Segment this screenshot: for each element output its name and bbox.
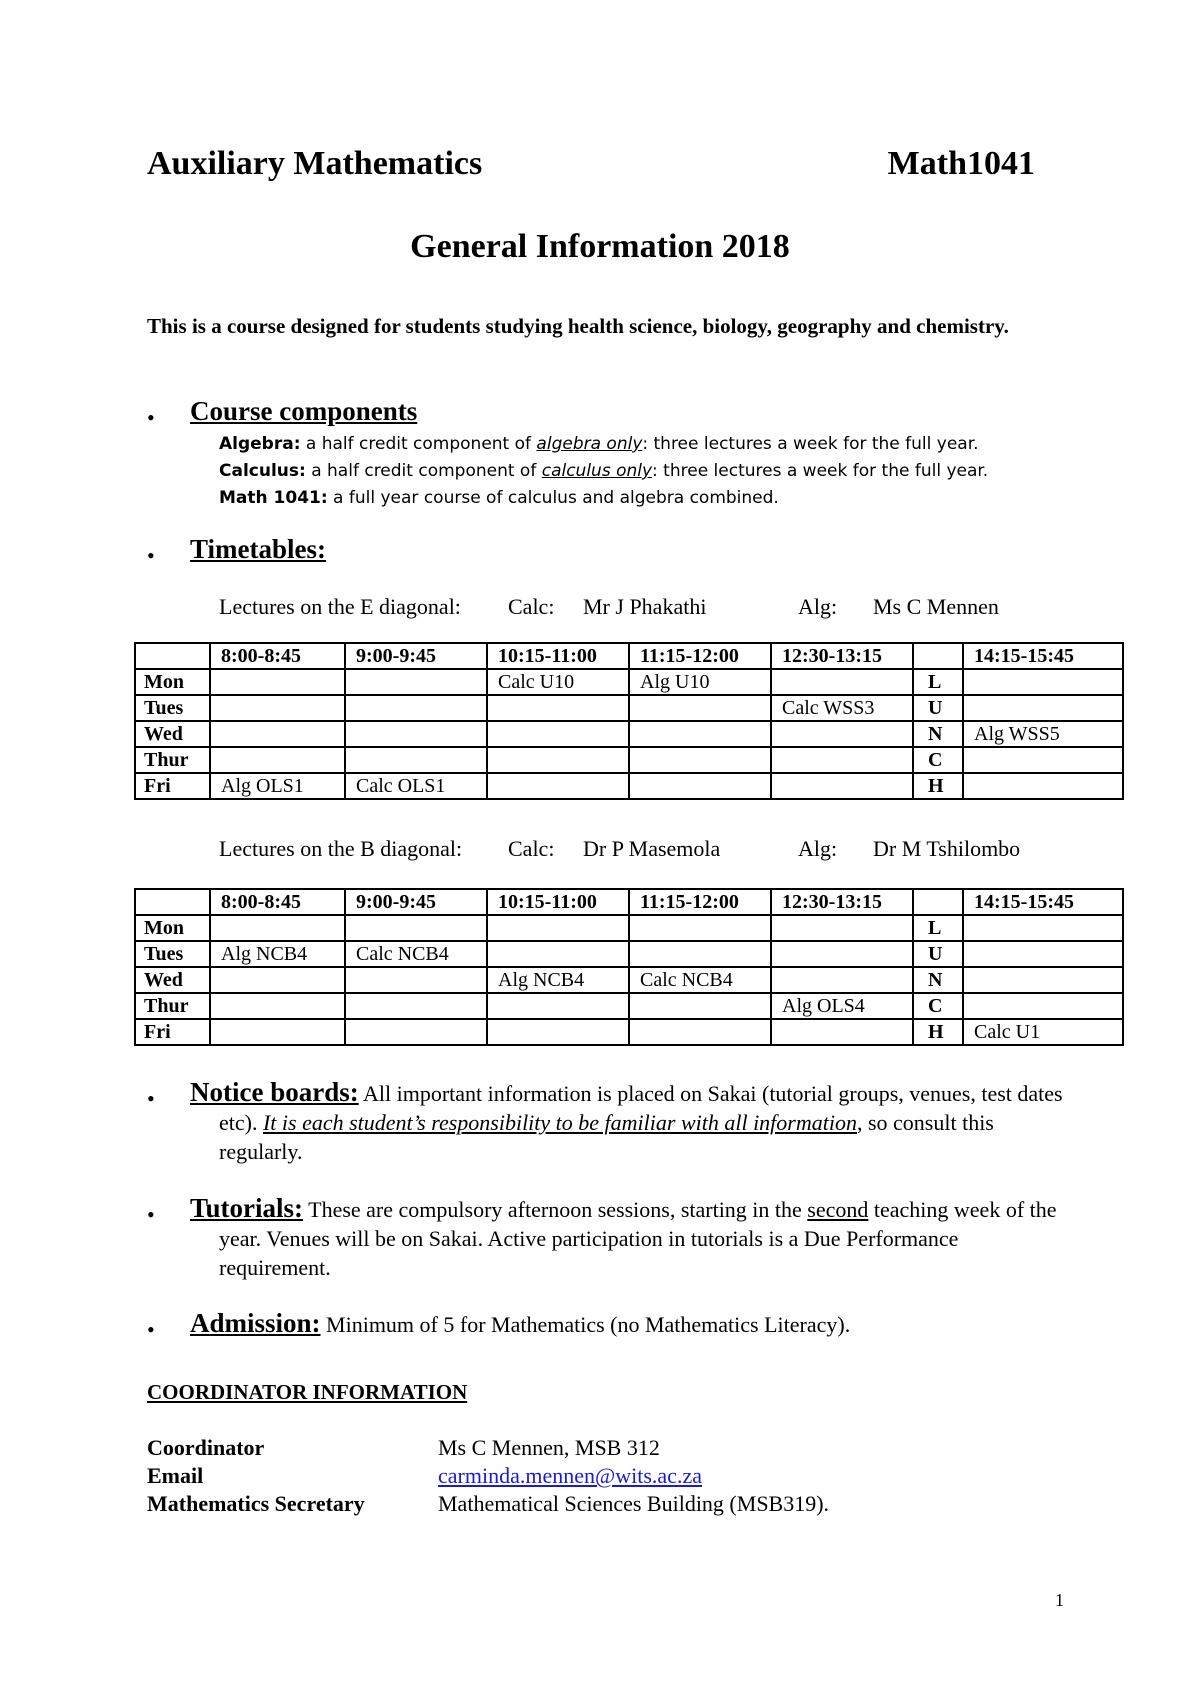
slot-cell: Alg U10 bbox=[629, 669, 771, 695]
table-row bbox=[135, 967, 1123, 993]
admission-paragraph: Admission: Minimum of 5 for Mathematics (no Mathematics Literacy). bbox=[190, 1308, 851, 1338]
page-number: 1 bbox=[1055, 1590, 1064, 1610]
e-diagonal-label: Lectures on the E diagonal: bbox=[219, 594, 461, 619]
slot-cell bbox=[771, 915, 913, 941]
coordinator-row bbox=[147, 1435, 1047, 1465]
b-calc-label: Calc: bbox=[508, 836, 555, 861]
slot-cell bbox=[963, 695, 1123, 721]
day-cell: Fri bbox=[135, 1019, 210, 1045]
slot-cell bbox=[771, 669, 913, 695]
slot-cell bbox=[210, 967, 345, 993]
slot-cell bbox=[210, 747, 345, 773]
component-label: Math 1041: bbox=[219, 488, 328, 508]
slot-cell bbox=[210, 721, 345, 747]
header-cell: 12:30-13:15 bbox=[771, 643, 913, 669]
slot-cell bbox=[629, 695, 771, 721]
slot-cell bbox=[345, 669, 487, 695]
course-code: Math1041 bbox=[887, 145, 1035, 182]
day-cell: Tues bbox=[135, 695, 210, 721]
secretary-label: Mathematics Secretary bbox=[147, 1491, 365, 1516]
slot-cell bbox=[771, 773, 913, 799]
lunch-cell: U bbox=[913, 941, 963, 967]
slot-cell: Calc NCB4 bbox=[629, 967, 771, 993]
day-cell: Mon bbox=[135, 669, 210, 695]
course-components-heading: Course components bbox=[190, 396, 418, 426]
table-row bbox=[135, 915, 1123, 941]
header-cell bbox=[135, 643, 210, 669]
bullet-icon: • bbox=[147, 1086, 155, 1111]
component-label: Calculus: bbox=[219, 461, 306, 481]
header-cell: 9:00-9:45 bbox=[345, 643, 487, 669]
secretary-row bbox=[147, 1491, 1047, 1521]
header-cell: 10:15-11:00 bbox=[487, 889, 629, 915]
header-cell bbox=[913, 643, 963, 669]
slot-cell bbox=[487, 1019, 629, 1045]
slot-cell bbox=[629, 747, 771, 773]
table-row bbox=[135, 941, 1123, 967]
slot-cell bbox=[963, 993, 1123, 1019]
component-algebra: Algebra: a half credit component of algebra only: three lectures a week for the full year. bbox=[219, 434, 979, 454]
day-cell: Thur bbox=[135, 993, 210, 1019]
course-title: Auxiliary Mathematics bbox=[147, 145, 483, 182]
slot-cell bbox=[963, 915, 1123, 941]
timetable-e-diagonal bbox=[134, 642, 1124, 800]
header-cell: 14:15-15:45 bbox=[963, 889, 1123, 915]
lunch-cell: N bbox=[913, 721, 963, 747]
day-cell: Mon bbox=[135, 915, 210, 941]
b-calc-lecturer: Dr P Masemola bbox=[583, 836, 721, 861]
e-calc-label: Calc: bbox=[508, 594, 555, 619]
header-cell: 9:00-9:45 bbox=[345, 889, 487, 915]
slot-cell bbox=[487, 695, 629, 721]
secretary-value: Mathematical Sciences Building (MSB319). bbox=[438, 1491, 830, 1516]
slot-cell: Alg OLS4 bbox=[771, 993, 913, 1019]
slot-cell bbox=[771, 721, 913, 747]
slot-cell bbox=[963, 669, 1123, 695]
header-cell: 11:15-12:00 bbox=[629, 889, 771, 915]
slot-cell bbox=[345, 695, 487, 721]
table-header-row bbox=[135, 889, 1123, 915]
coordinator-label: Coordinator bbox=[147, 1435, 265, 1460]
notice-boards-heading: Notice boards: bbox=[190, 1077, 359, 1107]
component-label: Algebra: bbox=[219, 434, 301, 454]
title-row bbox=[147, 145, 1035, 195]
day-cell: Fri bbox=[135, 773, 210, 799]
table-row bbox=[135, 993, 1123, 1019]
b-alg-label: Alg: bbox=[798, 836, 838, 861]
slot-cell bbox=[210, 669, 345, 695]
bullet-icon: • bbox=[147, 1202, 155, 1227]
slot-cell bbox=[487, 993, 629, 1019]
lunch-cell: N bbox=[913, 967, 963, 993]
slot-cell bbox=[345, 721, 487, 747]
email-row bbox=[147, 1463, 1047, 1493]
slot-cell bbox=[771, 747, 913, 773]
component-calculus: Calculus: a half credit component of calculus only: three lectures a week for the full year. bbox=[219, 461, 989, 481]
slot-cell bbox=[629, 941, 771, 967]
table-row bbox=[135, 747, 1123, 773]
header-cell: 8:00-8:45 bbox=[210, 643, 345, 669]
lunch-cell: C bbox=[913, 993, 963, 1019]
slot-cell bbox=[963, 773, 1123, 799]
slot-cell: Calc OLS1 bbox=[345, 773, 487, 799]
e-alg-label: Alg: bbox=[798, 594, 838, 619]
e-calc-lecturer: Mr J Phakathi bbox=[583, 594, 707, 619]
intro-text: This is a course designed for students studying health science, biology, geography and chemistry. bbox=[147, 314, 1009, 338]
header-cell bbox=[913, 889, 963, 915]
email-label: Email bbox=[147, 1463, 204, 1488]
slot-cell bbox=[629, 915, 771, 941]
header-cell: 14:15-15:45 bbox=[963, 643, 1123, 669]
slot-cell: Alg OLS1 bbox=[210, 773, 345, 799]
table-row bbox=[135, 721, 1123, 747]
notice-boards-paragraph: Notice boards: All important information is placed on Sakai (tutorial groups, venues, test dates etc). It is each student’s responsibility to be familiar with all information, so consult this regularly. bbox=[190, 1077, 1063, 1164]
slot-cell bbox=[771, 967, 913, 993]
slot-cell bbox=[487, 721, 629, 747]
slot-cell bbox=[629, 993, 771, 1019]
page-subtitle: General Information 2018 bbox=[410, 228, 790, 265]
header-cell: 11:15-12:00 bbox=[629, 643, 771, 669]
slot-cell bbox=[345, 967, 487, 993]
day-cell: Wed bbox=[135, 967, 210, 993]
day-cell: Thur bbox=[135, 747, 210, 773]
slot-cell bbox=[345, 993, 487, 1019]
b-diagonal-label: Lectures on the B diagonal: bbox=[219, 836, 463, 861]
header-cell: 8:00-8:45 bbox=[210, 889, 345, 915]
slot-cell: Alg WSS5 bbox=[963, 721, 1123, 747]
slot-cell bbox=[629, 773, 771, 799]
slot-cell: Calc NCB4 bbox=[345, 941, 487, 967]
b-alg-lecturer: Dr M Tshilombo bbox=[873, 836, 1021, 861]
slot-cell: Calc WSS3 bbox=[771, 695, 913, 721]
component-math1041: Math 1041: a full year course of calculus and algebra combined. bbox=[219, 488, 779, 508]
slot-cell bbox=[771, 941, 913, 967]
slot-cell bbox=[345, 747, 487, 773]
slot-cell bbox=[210, 695, 345, 721]
admission-heading: Admission: bbox=[190, 1308, 321, 1338]
timetable-b-diagonal bbox=[134, 888, 1124, 1046]
slot-cell: Calc U1 bbox=[963, 1019, 1123, 1045]
slot-cell bbox=[771, 1019, 913, 1045]
table-row bbox=[135, 773, 1123, 799]
coordinator-heading: COORDINATOR INFORMATION bbox=[147, 1380, 468, 1404]
tutorials-paragraph: Tutorials: These are compulsory afternoon sessions, starting in the second teaching week of the year. Venues will be on Sakai. Active participation in tutorials is a Due Performance requirement. bbox=[190, 1193, 1057, 1280]
slot-cell bbox=[963, 941, 1123, 967]
header-cell: 12:30-13:15 bbox=[771, 889, 913, 915]
slot-cell bbox=[210, 915, 345, 941]
e-diagonal-line bbox=[219, 594, 461, 620]
email-link[interactable]: carminda.mennen@wits.ac.za bbox=[438, 1463, 702, 1488]
lunch-cell: C bbox=[913, 747, 963, 773]
slot-cell bbox=[487, 941, 629, 967]
slot-cell bbox=[629, 721, 771, 747]
slot-cell bbox=[345, 1019, 487, 1045]
lunch-cell: H bbox=[913, 1019, 963, 1045]
slot-cell: Calc U10 bbox=[487, 669, 629, 695]
lunch-cell: L bbox=[913, 915, 963, 941]
table-row bbox=[135, 669, 1123, 695]
coordinator-value: Ms C Mennen, MSB 312 bbox=[438, 1435, 660, 1460]
header-cell bbox=[135, 889, 210, 915]
tutorials-heading: Tutorials: bbox=[190, 1193, 304, 1223]
header-cell: 10:15-11:00 bbox=[487, 643, 629, 669]
slot-cell bbox=[487, 915, 629, 941]
table-header-row bbox=[135, 643, 1123, 669]
bullet-icon: • bbox=[147, 405, 155, 430]
slot-cell bbox=[210, 993, 345, 1019]
slot-cell bbox=[963, 747, 1123, 773]
lunch-cell: L bbox=[913, 669, 963, 695]
day-cell: Wed bbox=[135, 721, 210, 747]
bullet-icon: • bbox=[147, 1317, 155, 1342]
slot-cell: Alg NCB4 bbox=[487, 967, 629, 993]
slot-cell bbox=[345, 915, 487, 941]
b-diagonal-line bbox=[219, 836, 462, 862]
timetables-heading: Timetables: bbox=[190, 534, 326, 564]
day-cell: Tues bbox=[135, 941, 210, 967]
slot-cell bbox=[629, 1019, 771, 1045]
lunch-cell: U bbox=[913, 695, 963, 721]
slot-cell bbox=[487, 773, 629, 799]
slot-cell bbox=[210, 1019, 345, 1045]
e-alg-lecturer: Ms C Mennen bbox=[873, 594, 999, 619]
slot-cell bbox=[487, 747, 629, 773]
table-row bbox=[135, 695, 1123, 721]
lunch-cell: H bbox=[913, 773, 963, 799]
slot-cell bbox=[963, 967, 1123, 993]
table-row bbox=[135, 1019, 1123, 1045]
bullet-icon: • bbox=[147, 543, 155, 568]
slot-cell: Alg NCB4 bbox=[210, 941, 345, 967]
